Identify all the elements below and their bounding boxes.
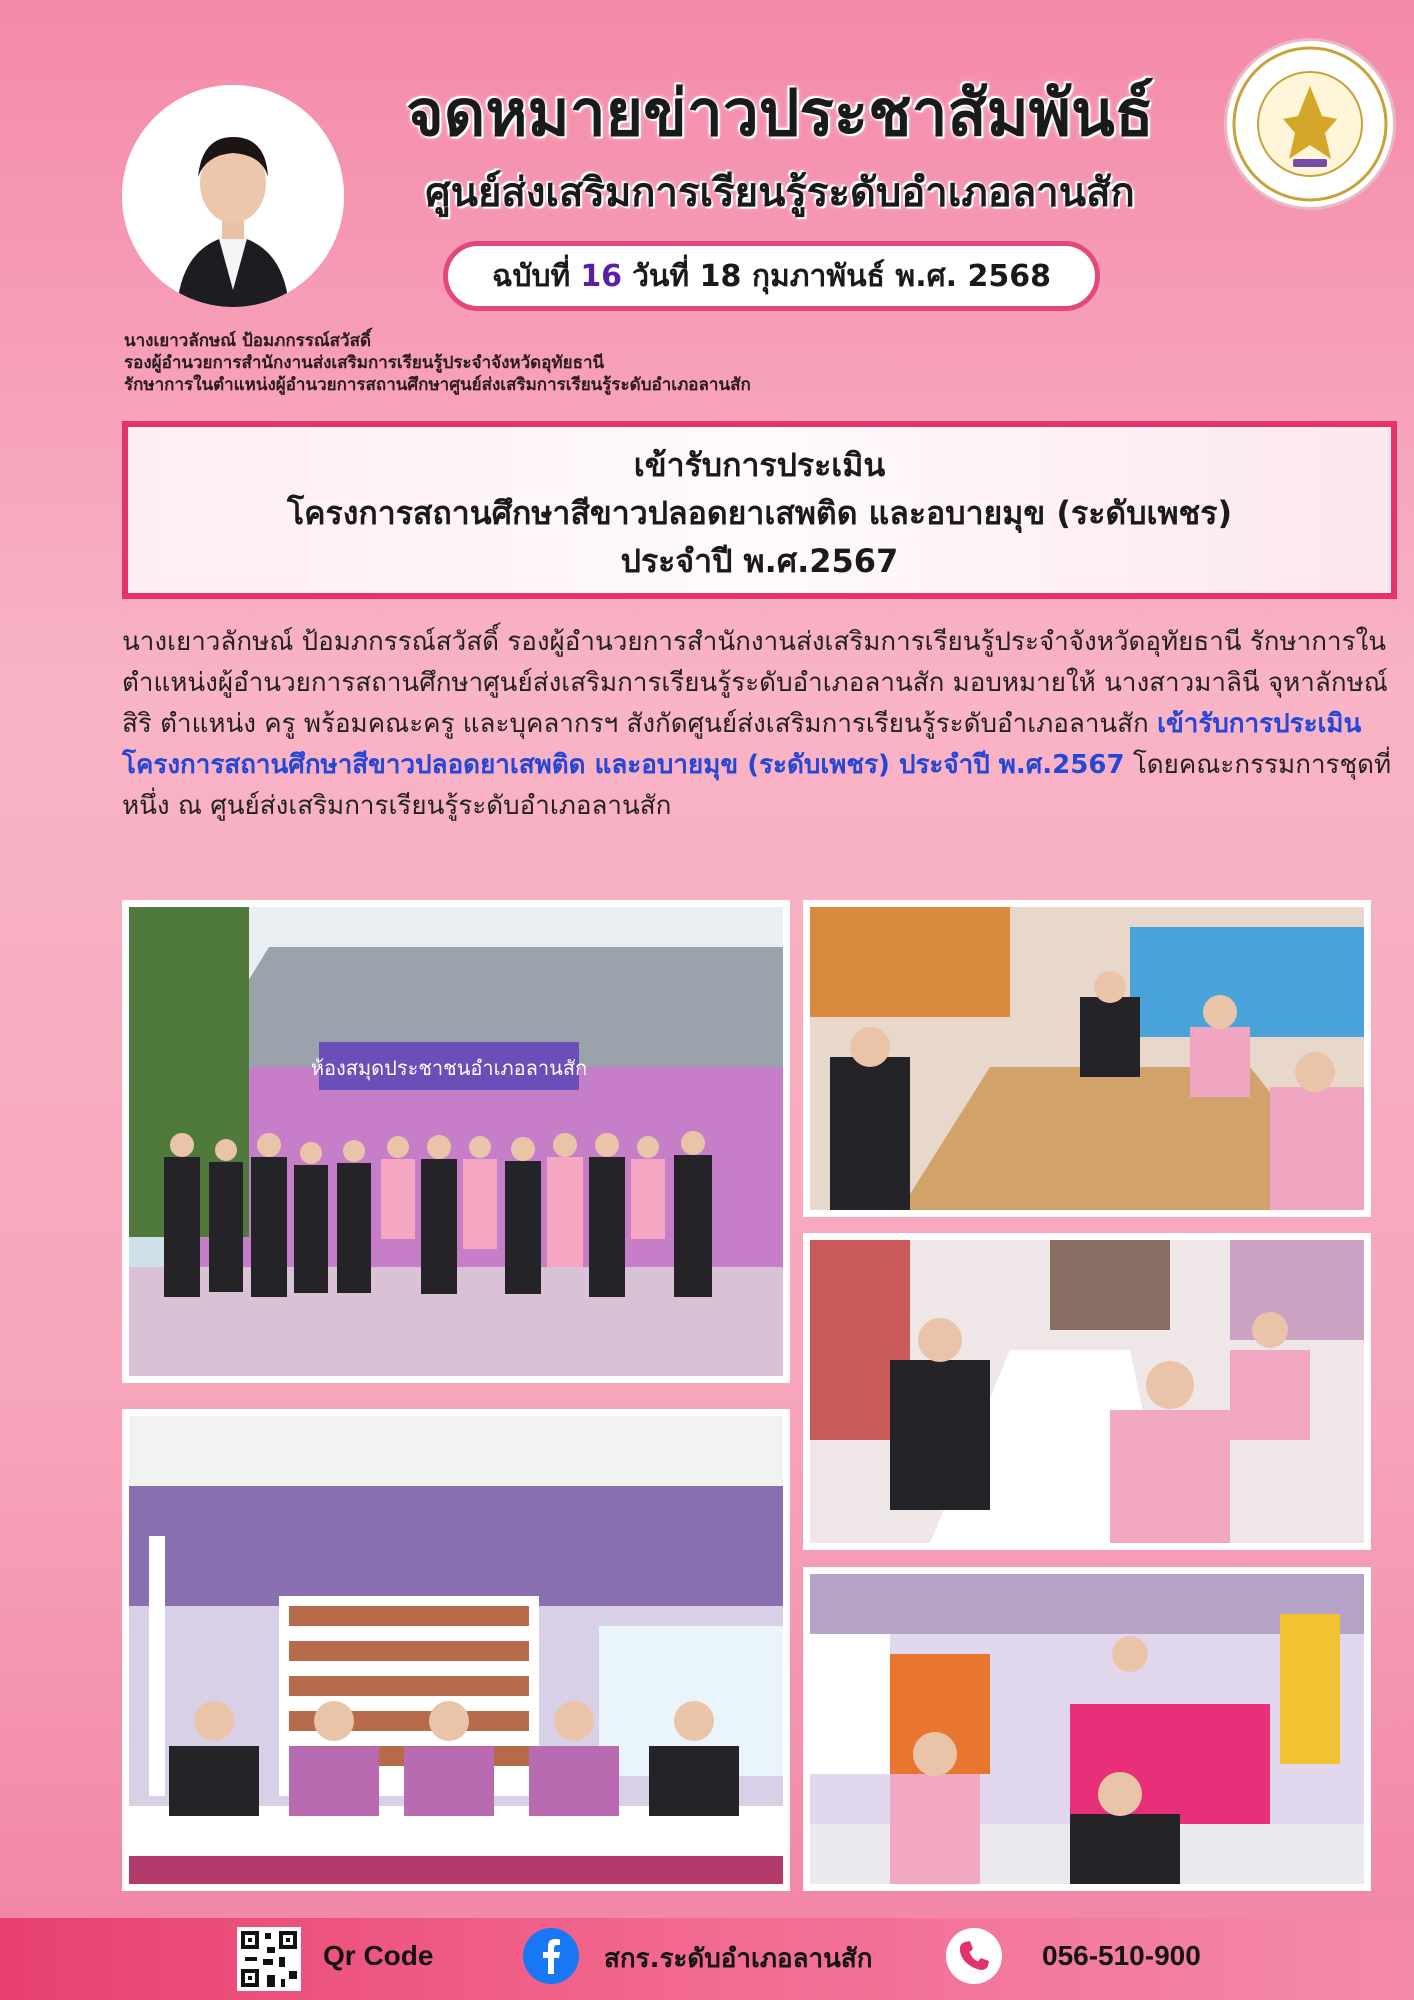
headline-box <box>122 421 1397 599</box>
body-text-part-2: โดยคณะกรรมการชุดที่หนึ่ง ณ ศูนย์ส่งเสริมการเรียนรู้ระดับอำเภอลานสัก <box>122 750 1392 821</box>
issue-date: วันที่ 18 กุมภาพันธ์ พ.ศ. 2568 <box>632 258 1051 294</box>
photo-panel-table <box>122 1409 790 1891</box>
headline-line-3: ประจำปี พ.ศ.2567 <box>620 542 899 580</box>
qr-code[interactable] <box>237 1927 301 1991</box>
photo-meeting-1 <box>803 900 1371 1217</box>
qr-code-label: Qr Code <box>323 1940 434 1971</box>
phone-icon[interactable] <box>946 1928 1002 1984</box>
author-photo <box>122 85 344 307</box>
meeting-photo-1-image <box>810 907 1364 1210</box>
phone-number[interactable]: 056-510-900 <box>1042 1940 1201 1971</box>
issue-number: 16 <box>580 258 623 294</box>
library-sign-text: ห้องสมุดประชาชนอำเภอลานสัก <box>310 1056 588 1080</box>
photo-meeting-2 <box>803 1233 1371 1550</box>
newsletter-subtitle: ศูนย์ส่งเสริมการเรียนรู้ระดับอำเภอลานสัก <box>425 170 1135 216</box>
photo-presentation <box>803 1567 1371 1891</box>
author-acting-position: รักษาการในตำแหน่งผู้อำนวยการสถานศึกษาศูนย์ส่งเสริมการเรียนรู้ระดับอำเภอลานสัก <box>124 375 751 395</box>
issue-badge <box>443 241 1100 311</box>
body-highlight: เข้ารับการประเมินโครงการสถานศึกษาสีขาวปลอดยาเสพติด และอบายมุข (ระดับเพชร) ประจำปี พ.ศ.2567 <box>122 709 1362 780</box>
author-portrait-image <box>122 85 344 307</box>
facebook-icon[interactable] <box>523 1928 579 1984</box>
author-position: รองผู้อำนวยการสำนักงานส่งเสริมการเรียนรู้ประจำจังหวัดอุทัยธานี <box>124 353 605 373</box>
facebook-logo-glyph <box>523 1928 579 1984</box>
seal-emblem-icon <box>1227 41 1393 207</box>
author-name: นางเยาวลักษณ์ ป้อมภกรรณ์สวัสดิ์ <box>124 331 372 351</box>
department-seal-logo <box>1224 38 1396 210</box>
qr-code-icon <box>237 1927 301 1991</box>
newsletter-title: จดหมายข่าวประชาสัมพันธ์ <box>406 77 1154 151</box>
article-body <box>122 622 1397 827</box>
headline-line-2: โครงการสถานศึกษาสีขาวปลอดยาเสพติด และอบายมุข (ระดับเพชร) <box>286 494 1233 532</box>
facebook-page-name[interactable]: สกร.ระดับอำเภอลานสัก <box>604 1944 873 1974</box>
presentation-photo-image <box>810 1574 1364 1884</box>
body-text-part-1: นางเยาวลักษณ์ ป้อมภกรรณ์สวัสดิ์ รองผู้อำนวยการสำนักงานส่งเสริมการเรียนรู้ประจำจังหวัดอุทัยธานี รักษาการในตำแหน่งผู้อำนวยการสถานศึกษาศูนย์ส่งเสริมการเรียนรู้ระดับอำเภอลานสัก มอบหมายให้ นางสาวมาลินี จุหาลักษณ์สิริ ตำแหน่ง ครู พร้อมคณะครู และบุคลากรฯ สังกัดศูนย์ส่งเสริมการเรียนรู้ระดับอำเภอลานสัก <box>122 627 1388 739</box>
meeting-photo-2-image <box>810 1240 1364 1543</box>
panel-photo-image <box>129 1416 783 1884</box>
group-photo-image <box>129 907 783 1376</box>
author-info <box>124 330 1024 396</box>
issue-prefix: ฉบับที่ <box>492 258 571 294</box>
headline-line-1: เข้ารับการประเมิน <box>633 446 886 484</box>
photo-group-library <box>122 900 790 1383</box>
phone-handset-glyph <box>946 1928 1002 1984</box>
